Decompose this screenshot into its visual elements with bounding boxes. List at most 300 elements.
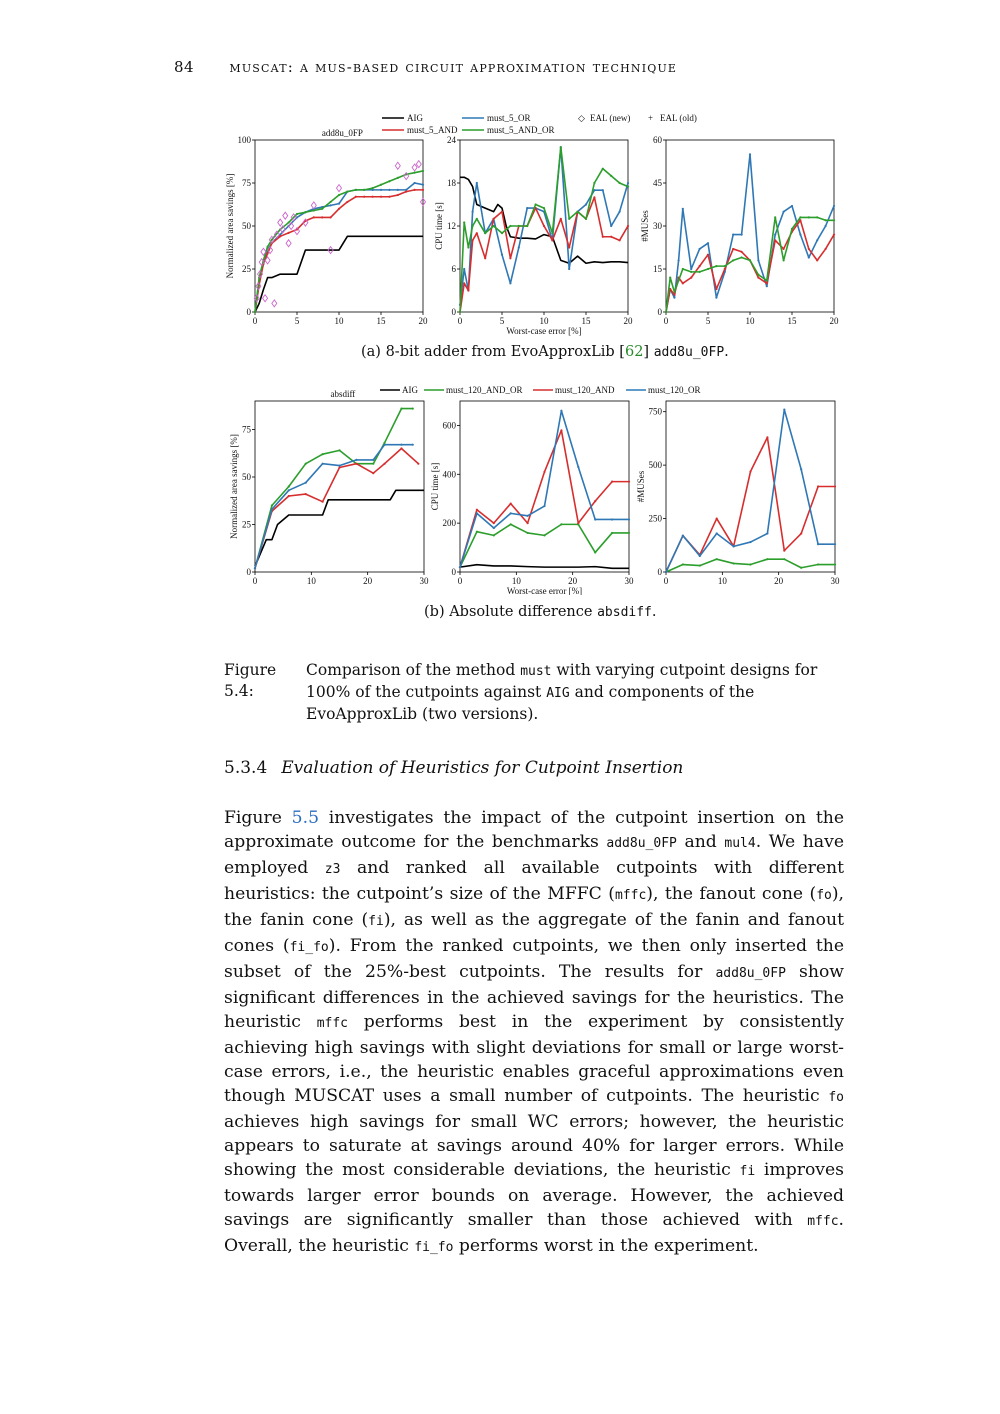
x-tick-label: 5 [705, 316, 711, 326]
series-point-must-5-and-or [560, 146, 562, 148]
series-point-must-5-and-or [543, 207, 545, 209]
scatter-point-eal-new [337, 185, 342, 192]
series-point-must-5-and [422, 189, 424, 191]
series-point-must-120-and [493, 522, 495, 524]
series-point-must-120-or [716, 532, 718, 534]
para-text: achieves high savings for small WC errors; however, the heuristic appears to saturate at savings around 40% for larger errors. While showing the most considerable deviations, the heuristic [224, 1112, 844, 1180]
series-point-must-5-and [484, 257, 486, 259]
series-point-must-5-or [397, 189, 399, 191]
para-text: and [676, 832, 725, 852]
series-point-must-120-and [560, 429, 562, 431]
series-point-must-5-and-or [673, 291, 675, 293]
series-point-must-5-and-or [749, 259, 751, 261]
series-point-must-5-or [501, 254, 503, 256]
series-point-must-5-and [467, 289, 469, 291]
series-point-must-5-or [808, 256, 810, 258]
figure-a [0, 108, 1000, 342]
series-line-must-120-or [666, 410, 835, 572]
series-point-must-5-and-or [585, 218, 587, 220]
series-line-must-120-and-or [255, 409, 413, 569]
series-point-must-5-and-or [296, 213, 298, 215]
scatter-point-eal-new [286, 240, 291, 247]
fc-t1: Comparison of the method [306, 661, 521, 679]
scatter-point-eal-new [263, 295, 268, 302]
series-point-must-120-and [543, 471, 545, 473]
series-point-must-5-and-or [619, 182, 621, 184]
y-tick-label: 0 [246, 307, 251, 317]
series-point-must-5-and [414, 189, 416, 191]
x-tick-label: 20 [623, 316, 633, 326]
series-point-must-120-and-or [400, 408, 402, 410]
y-tick-label: 75 [242, 178, 251, 188]
figure-a-caption-mid: ] [643, 344, 654, 360]
series-line-must-5-or [666, 154, 834, 312]
series-point-must-120-or [322, 463, 324, 465]
figure-label: Figure 5.4: [224, 661, 277, 700]
figure-a-caption-code: add8u_0FP [653, 345, 725, 360]
series-point-must-120-and [510, 503, 512, 505]
series-point-must-5-and [267, 252, 269, 254]
figure-b [0, 380, 1000, 599]
series-point-must-120-and-or [817, 563, 819, 565]
series-point-must-120-or [383, 444, 385, 446]
para-text: show significant differences in the achieved savings for the heuristics. The heuristic [224, 962, 845, 1032]
series-point-must-5-and-or [833, 219, 835, 221]
legend-aig-label: AIG [407, 113, 423, 123]
y-tick-label: 18 [447, 178, 456, 188]
series-point-must-120-or [800, 468, 802, 470]
series-point-must-5-and [372, 196, 374, 198]
series-point-must-120-and-or [271, 504, 273, 506]
series-point-must-120-and-or [682, 563, 684, 565]
series-point-must-120-and-or [560, 523, 562, 525]
series-point-must-5-or [699, 248, 701, 250]
series-point-must-5-or [799, 234, 801, 236]
y-axis-label: CPU time [s] [430, 462, 440, 511]
series-point-must-5-and-or [602, 168, 604, 170]
series-point-must-5-and-or [267, 246, 269, 248]
series-point-must-5-and-or [690, 271, 692, 273]
series-point-must-120-or [400, 444, 402, 446]
series-point-must-120-and-or [628, 532, 630, 534]
series-point-must-5-and-or [463, 221, 465, 223]
series-point-must-120-or [594, 518, 596, 520]
series-point-must-5-and-or [678, 279, 680, 281]
body-paragraph [224, 806, 844, 1260]
x-tick-label: 10 [334, 316, 344, 326]
series-point-must-5-or [388, 189, 390, 191]
para-text: . We have employed [224, 832, 844, 878]
series-point-must-120-and [417, 463, 419, 465]
series-point-must-120-and [400, 447, 402, 449]
series-point-must-120-or [338, 465, 340, 467]
series-point-must-5-and [551, 239, 553, 241]
section-title: Evaluation of Heuristics for Cutpoint Insertion [281, 758, 684, 778]
series-point-must-120-or [611, 518, 613, 520]
series-point-must-5-and [397, 194, 399, 196]
series-point-must-5-and [330, 216, 332, 218]
para-text: Figure [224, 808, 292, 828]
chart-absdiff-muses [636, 401, 840, 586]
series-line-must-120-and-or [460, 524, 629, 567]
series-point-must-5-or [380, 189, 382, 191]
y-tick-label: 750 [648, 406, 662, 417]
series-point-must-5-or [791, 205, 793, 207]
x-tick-label: 10 [511, 576, 521, 586]
series-point-must-5-and-or [271, 239, 273, 241]
series-point-must-5-and-or [467, 246, 469, 248]
series-point-must-5-or [833, 205, 835, 207]
running-header [174, 58, 677, 76]
series-point-must-5-and-or [568, 218, 570, 220]
series-point-must-120-or [577, 466, 579, 468]
x-tick-label: 20 [418, 316, 428, 326]
series-point-must-5-and [699, 265, 701, 267]
series-point-must-5-and [338, 208, 340, 210]
series-point-must-120-or [733, 545, 735, 547]
series-point-must-120-and [628, 481, 630, 483]
series-point-must-120-and-or [322, 453, 324, 455]
series-point-must-5-or [627, 182, 629, 184]
series-point-must-5-and [732, 248, 734, 250]
series-point-must-5-and-or [577, 211, 579, 213]
section-number: 5.3.4 [224, 758, 268, 778]
series-point-must-5-or [476, 182, 478, 184]
series-point-must-120-or [305, 482, 307, 484]
series-point-must-120-and [834, 485, 836, 487]
series-point-must-5-and [346, 201, 348, 203]
series-point-must-120-and [476, 509, 478, 511]
series-point-must-5-and [816, 259, 818, 261]
y-tick-label: 25 [242, 519, 251, 530]
legend-eal-new-label: EAL (new) [590, 113, 631, 123]
legend-and-or-label: must_5_AND_OR [487, 125, 555, 135]
page-number: 84 [174, 58, 195, 76]
figure-caption-body [306, 660, 844, 725]
series-point-must-120-or [817, 543, 819, 545]
figure-b-caption-end: . [651, 604, 657, 620]
series-point-must-5-or [414, 182, 416, 184]
para-code: mffc [807, 1214, 839, 1229]
series-point-must-5-and-or [825, 219, 827, 221]
para-text: ), as well as the aggregate of the fanin and fanout cones ( [224, 910, 844, 956]
series-point-must-5-and [610, 236, 612, 238]
x-tick-label: 0 [252, 576, 258, 586]
x-tick-label: 30 [624, 576, 634, 586]
series-point-must-5-and-or [682, 268, 684, 270]
x-tick-label: 15 [787, 316, 797, 326]
figure-a-caption [361, 344, 729, 360]
para-text: and ranked all available cutpoints with different heuristics: the cutpoint’s size of the MFFC ( [224, 858, 845, 904]
series-line-must-120-or [255, 445, 413, 569]
series-point-must-5-or [757, 259, 759, 261]
series-point-must-120-and [611, 481, 613, 483]
y-tick-label: 75 [242, 424, 251, 435]
series-point-must-120-or [459, 566, 461, 568]
series-point-must-120-and [527, 522, 529, 524]
series-point-must-120-and [355, 463, 357, 465]
x-tick-label: 0 [252, 316, 258, 326]
y-axis-label: #MUSes [640, 210, 650, 242]
series-point-must-5-and [707, 254, 709, 256]
series-point-must-5-and [619, 239, 621, 241]
series-point-must-5-and-or [493, 225, 495, 227]
series-point-must-120-and-or [338, 449, 340, 451]
series-point-must-5-and-or [757, 274, 759, 276]
para-text: ). From the ranked cutpoints, we then only inserted the subset of the 25%-best cutpoints. The results for [224, 936, 844, 982]
series-point-must-5-and-or [254, 311, 256, 313]
series-point-must-5-and [766, 282, 768, 284]
series-point-must-5-or [509, 282, 511, 284]
x-tick-label: 30 [419, 576, 429, 586]
para-text: performs best in the experiment by consistently achieving high savings with slight deviations for small or large worst-case errors, i.e., the heuristic enables graceful approximations even though MUSCAT uses a small number of cutpoints. The heuristic [224, 1012, 844, 1106]
series-point-must-5-or [715, 297, 717, 299]
series-point-must-120-and-or [288, 485, 290, 487]
series-point-must-120-and [594, 500, 596, 502]
y-tick-label: 0 [246, 567, 251, 577]
y-tick-label: 600 [442, 420, 456, 431]
series-point-must-5-or [825, 225, 827, 227]
series-point-must-120-and [716, 517, 718, 519]
series-point-must-5-or [602, 189, 604, 191]
figure-a-svg [0, 108, 1000, 338]
series-point-must-5-and-or [501, 232, 503, 234]
series-point-must-120-and [305, 493, 307, 495]
series-point-must-5-and-or [808, 216, 810, 218]
y-tick-label: 12 [447, 221, 456, 231]
legend-eal-old-marker: + [648, 113, 654, 123]
y-tick-label: 400 [442, 469, 456, 480]
legend-or-label: must_5_OR [487, 113, 531, 123]
y-tick-label: 24 [447, 135, 456, 145]
series-point-must-5-and [509, 257, 511, 259]
para-text: performs worst in the experiment. [453, 1236, 759, 1256]
series-point-must-5-and [783, 248, 785, 250]
series-point-must-5-and [825, 248, 827, 250]
series-point-must-5-and-or [732, 259, 734, 261]
series-line-must-120-and [460, 430, 629, 567]
series-point-must-5-and-or [774, 216, 776, 218]
series-point-must-5-and [463, 282, 465, 284]
y-tick-label: 50 [242, 221, 251, 231]
series-point-must-120-and-or [372, 463, 374, 465]
y-axis-label: #MUSes [636, 470, 646, 503]
series-point-must-5-and [808, 248, 810, 250]
para-code: mffc [614, 888, 647, 903]
y-tick-label: 0 [657, 567, 662, 577]
para-code: fi [368, 914, 384, 929]
figure-a-legend [382, 113, 697, 135]
series-point-must-5-and [472, 239, 474, 241]
x-tick-label: 30 [830, 576, 840, 586]
series-point-must-120-or [783, 408, 785, 410]
plot-frame [255, 401, 424, 572]
fc-c1: must [520, 664, 552, 679]
series-point-must-5-and-or [422, 170, 424, 172]
para-code: mffc [316, 1016, 348, 1031]
y-tick-label: 0 [657, 307, 662, 317]
series-point-must-120-or [493, 527, 495, 529]
series-point-must-120-and [383, 463, 385, 465]
series-point-must-120-and-or [783, 558, 785, 560]
series-point-must-5-and [724, 268, 726, 270]
series-point-must-5-and [543, 225, 545, 227]
y-tick-label: 0 [451, 567, 456, 577]
series-point-must-120-and-or [527, 532, 529, 534]
chart-absdiff-cpu-time [430, 401, 634, 595]
series-line-aig [460, 565, 629, 569]
y-tick-label: 250 [648, 513, 662, 524]
series-point-must-5-or [472, 211, 474, 213]
y-tick-label: 30 [653, 221, 662, 231]
figure-b-caption [424, 604, 657, 620]
legend-b-or-label: must_120_OR [648, 385, 701, 395]
series-point-must-5-and-or [526, 225, 528, 227]
chart-absdiff-area-savings [229, 389, 429, 586]
y-tick-label: 60 [653, 135, 662, 145]
series-point-must-120-and-or [699, 564, 701, 566]
series-point-must-5-and-or [707, 268, 709, 270]
para-code: fo [816, 888, 832, 903]
series-point-must-5-and-or [484, 232, 486, 234]
series-point-must-5-and-or [551, 232, 553, 234]
series-point-must-5-or [422, 184, 424, 186]
series-point-must-120-and-or [611, 532, 613, 534]
series-point-must-120-or [254, 567, 256, 569]
x-axis-label: Worst-case error [%] [506, 326, 582, 336]
para-code: z3 [324, 862, 341, 877]
series-point-must-5-and-or [627, 185, 629, 187]
series-point-must-120-and-or [594, 551, 596, 553]
series-point-must-120-and [800, 532, 802, 534]
series-point-must-120-and [338, 466, 340, 468]
series-point-must-5-and-or [304, 211, 306, 213]
series-point-must-5-or [816, 239, 818, 241]
y-tick-label: 0 [451, 307, 456, 317]
scatter-point-eal-new [283, 212, 288, 219]
series-point-must-120-or [476, 512, 478, 514]
series-point-must-5-and [355, 196, 357, 198]
x-tick-label: 20 [829, 316, 839, 326]
chart-add8u-cpu-time [434, 135, 633, 336]
para-code: fi_fo [289, 940, 329, 955]
series-point-must-5-and-or [346, 191, 348, 193]
series-point-must-5-and-or [313, 209, 315, 211]
y-axis-label: CPU time [s] [434, 202, 444, 250]
fc-c2: AIG [546, 686, 570, 701]
series-point-must-5-and [757, 277, 759, 279]
x-tick-label: 15 [376, 316, 386, 326]
series-point-must-120-and-or [716, 558, 718, 560]
figure-a-caption-end: . [724, 344, 729, 360]
series-point-must-120-or [766, 532, 768, 534]
series-point-must-5-and-or [338, 194, 340, 196]
series-point-must-120-and-or [749, 563, 751, 565]
series-point-must-5-and-or [397, 177, 399, 179]
series-point-must-5-and [388, 196, 390, 198]
figure-b-svg [0, 380, 1000, 595]
series-point-must-5-and-or [388, 180, 390, 182]
legend-b-and-label: must_120_AND [555, 385, 615, 395]
para-code: add8u_0FP [715, 966, 786, 981]
series-point-must-5-and-or [363, 189, 365, 191]
series-point-must-120-or [527, 515, 529, 517]
figure-a-citation-link[interactable]: 62 [624, 344, 644, 360]
series-point-must-5-and [690, 277, 692, 279]
series-point-must-120-and-or [834, 563, 836, 565]
series-point-must-5-and-or [509, 225, 511, 227]
series-point-must-120-or [372, 459, 374, 461]
series-point-must-5-and [774, 239, 776, 241]
figure-ref-link[interactable]: 5.5 [291, 808, 320, 828]
series-point-must-120-or [271, 508, 273, 510]
series-point-must-5-or [783, 211, 785, 213]
x-tick-label: 5 [294, 316, 300, 326]
series-point-must-5-and [380, 196, 382, 198]
series-point-must-120-and [372, 472, 374, 474]
series-point-must-5-or [707, 242, 709, 244]
series-point-must-5-and [627, 225, 629, 227]
x-tick-label: 0 [457, 316, 463, 326]
figure-a-caption-text: (a) 8-bit adder from EvoApproxLib [ [361, 344, 625, 360]
series-point-must-120-and-or [412, 408, 414, 410]
para-text: investigates the impact of the cutpoint insertion on the approximate outcome for the benchmarks [224, 808, 844, 852]
series-point-must-5-or [774, 234, 776, 236]
series-line-aig [255, 490, 424, 566]
para-code: add8u_0FP [606, 836, 677, 851]
legend-and-label: must_5_AND [407, 125, 458, 135]
series-point-must-5-and-or [791, 228, 793, 230]
fc-t2: with varying cutpoint designs for 100% of the cutpoints against [306, 661, 818, 701]
series-point-must-5-and [279, 235, 281, 237]
series-point-must-5-and-or [699, 271, 701, 273]
scatter-point-eal-new [395, 162, 400, 169]
series-point-must-5-or [585, 203, 587, 205]
series-point-must-120-or [510, 512, 512, 514]
series-point-must-120-or [560, 410, 562, 412]
y-tick-label: 25 [242, 264, 251, 274]
series-point-must-5-or [568, 268, 570, 270]
series-point-must-120-and-or [305, 463, 307, 465]
para-code: fi_fo [414, 1240, 454, 1255]
series-point-must-5-and-or [724, 265, 726, 267]
plot-frame [666, 140, 834, 312]
series-point-must-5-and-or [380, 184, 382, 186]
series-point-must-120-and-or [510, 523, 512, 525]
scatter-point-eal-new [416, 161, 421, 168]
series-point-must-5-and [593, 196, 595, 198]
para-code: fo [828, 1090, 844, 1105]
x-tick-label: 0 [663, 316, 669, 326]
series-point-must-5-or [766, 285, 768, 287]
legend-eal-new-marker: ◇ [578, 113, 585, 123]
series-point-must-5-or [338, 203, 340, 205]
para-code: mul4 [724, 836, 756, 851]
series-point-must-5-or [610, 225, 612, 227]
figure-5-4-caption [224, 660, 844, 725]
y-tick-label: 100 [237, 135, 251, 145]
chart-add8u-area-savings [225, 128, 428, 326]
series-point-must-5-and [568, 246, 570, 248]
plot-frame [460, 401, 629, 572]
series-line-must-120-and [255, 449, 418, 569]
series-point-must-120-or [628, 518, 630, 520]
series-point-must-5-and [493, 218, 495, 220]
series-point-must-120-and [288, 495, 290, 497]
y-tick-label: 15 [653, 264, 662, 274]
series-point-must-5-and-or [610, 175, 612, 177]
series-point-must-5-and [501, 211, 503, 213]
